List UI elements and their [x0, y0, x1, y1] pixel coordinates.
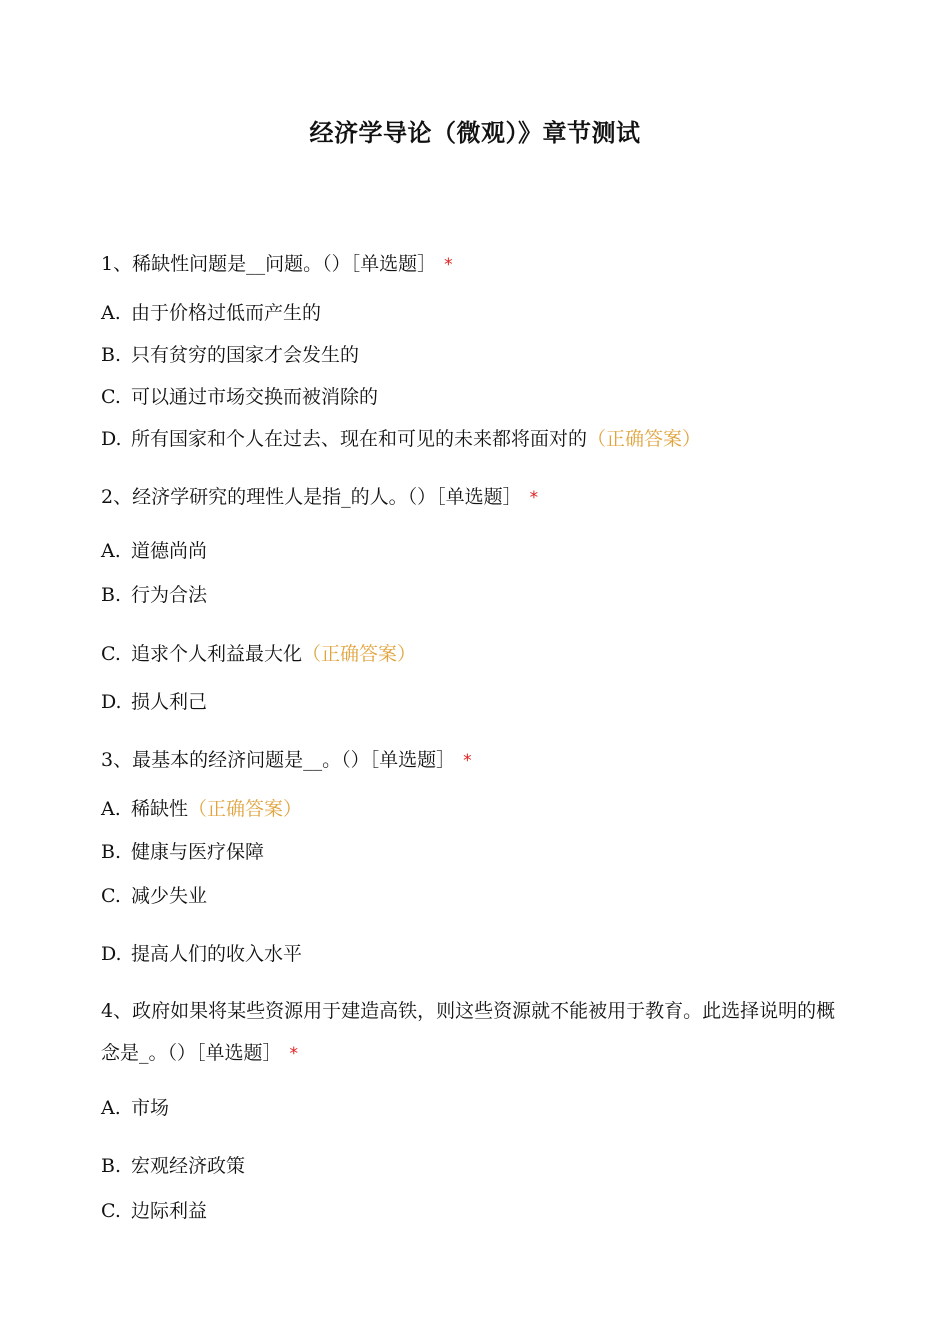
option-text: 健康与医疗保障: [131, 841, 265, 863]
q2-option-d[interactable]: [101, 688, 207, 716]
option-letter: A.: [101, 1097, 121, 1119]
option-text: 所有国家和个人在过去、现在和可见的未来都将面对的: [131, 428, 588, 450]
option-text: 提高人们的收入水平: [131, 943, 303, 965]
option-letter: B.: [101, 841, 122, 863]
option-letter: D.: [101, 691, 122, 713]
option-text: 市场: [131, 1097, 170, 1119]
question-3-text: 3、最基本的经济问题是__。（）［单选题］: [101, 749, 456, 771]
option-text: 由于价格过低而产生的: [131, 302, 322, 324]
question-1: [101, 250, 453, 279]
q1-option-c[interactable]: [101, 383, 378, 411]
question-4-text: 4、政府如果将某些资源用于建造高铁，则这些资源就不能被用于教育。此选择说明的概念是_。（）［单选题］: [101, 1000, 836, 1064]
correct-answer-note: （正确答案）: [587, 428, 702, 450]
option-letter: A.: [101, 798, 121, 820]
q1-option-d[interactable]: [101, 425, 701, 453]
option-text: 只有贫穷的国家才会发生的: [131, 344, 360, 366]
required-star: *: [444, 255, 453, 275]
option-text: 边际利益: [131, 1200, 208, 1222]
option-text: 道德尚尚: [131, 540, 208, 562]
option-letter: A.: [101, 540, 121, 562]
q3-option-d[interactable]: [101, 940, 302, 968]
option-text: 稀缺性: [131, 798, 189, 820]
q1-option-a[interactable]: [101, 299, 321, 327]
q2-option-c[interactable]: [101, 640, 416, 668]
q2-option-a[interactable]: [101, 537, 207, 565]
option-text: 减少失业: [131, 885, 208, 907]
q4-option-a[interactable]: [101, 1094, 169, 1122]
q3-option-a[interactable]: [101, 795, 302, 823]
option-letter: D.: [101, 943, 122, 965]
option-letter: A.: [101, 302, 121, 324]
option-letter: B.: [101, 344, 122, 366]
option-text: 损人利己: [131, 691, 208, 713]
question-4: [101, 990, 851, 1075]
question-1-text: 1、稀缺性问题是__问题。（）［单选题］: [101, 253, 437, 275]
option-letter: D.: [101, 428, 122, 450]
option-letter: C.: [101, 386, 121, 408]
option-text: 行为合法: [131, 584, 208, 606]
option-text: 可以通过市场交换而被消除的: [131, 386, 379, 408]
question-2: [101, 483, 538, 512]
option-letter: B.: [101, 1155, 122, 1177]
q3-option-b[interactable]: [101, 838, 264, 866]
q1-option-b[interactable]: [101, 341, 359, 369]
required-star: *: [529, 488, 539, 508]
option-letter: C.: [101, 885, 121, 907]
q4-option-b[interactable]: [101, 1152, 245, 1180]
correct-answer-note: （正确答案）: [188, 798, 303, 820]
question-3: [101, 746, 472, 775]
page-title: 经济学导论（微观）》章节测试: [309, 119, 641, 147]
q4-option-c[interactable]: [101, 1197, 207, 1225]
q2-option-b[interactable]: [101, 581, 207, 609]
option-letter: C.: [101, 1200, 121, 1222]
required-star: *: [289, 1044, 299, 1064]
correct-answer-note: （正确答案）: [302, 643, 417, 665]
q3-option-c[interactable]: [101, 882, 207, 910]
question-2-text: 2、经济学研究的理性人是指_的人。（）［单选题］: [101, 486, 522, 508]
option-text: 宏观经济政策: [131, 1155, 246, 1177]
option-letter: B.: [101, 584, 122, 606]
required-star: *: [463, 751, 472, 771]
option-letter: C.: [101, 643, 121, 665]
option-text: 追求个人利益最大化: [131, 643, 303, 665]
